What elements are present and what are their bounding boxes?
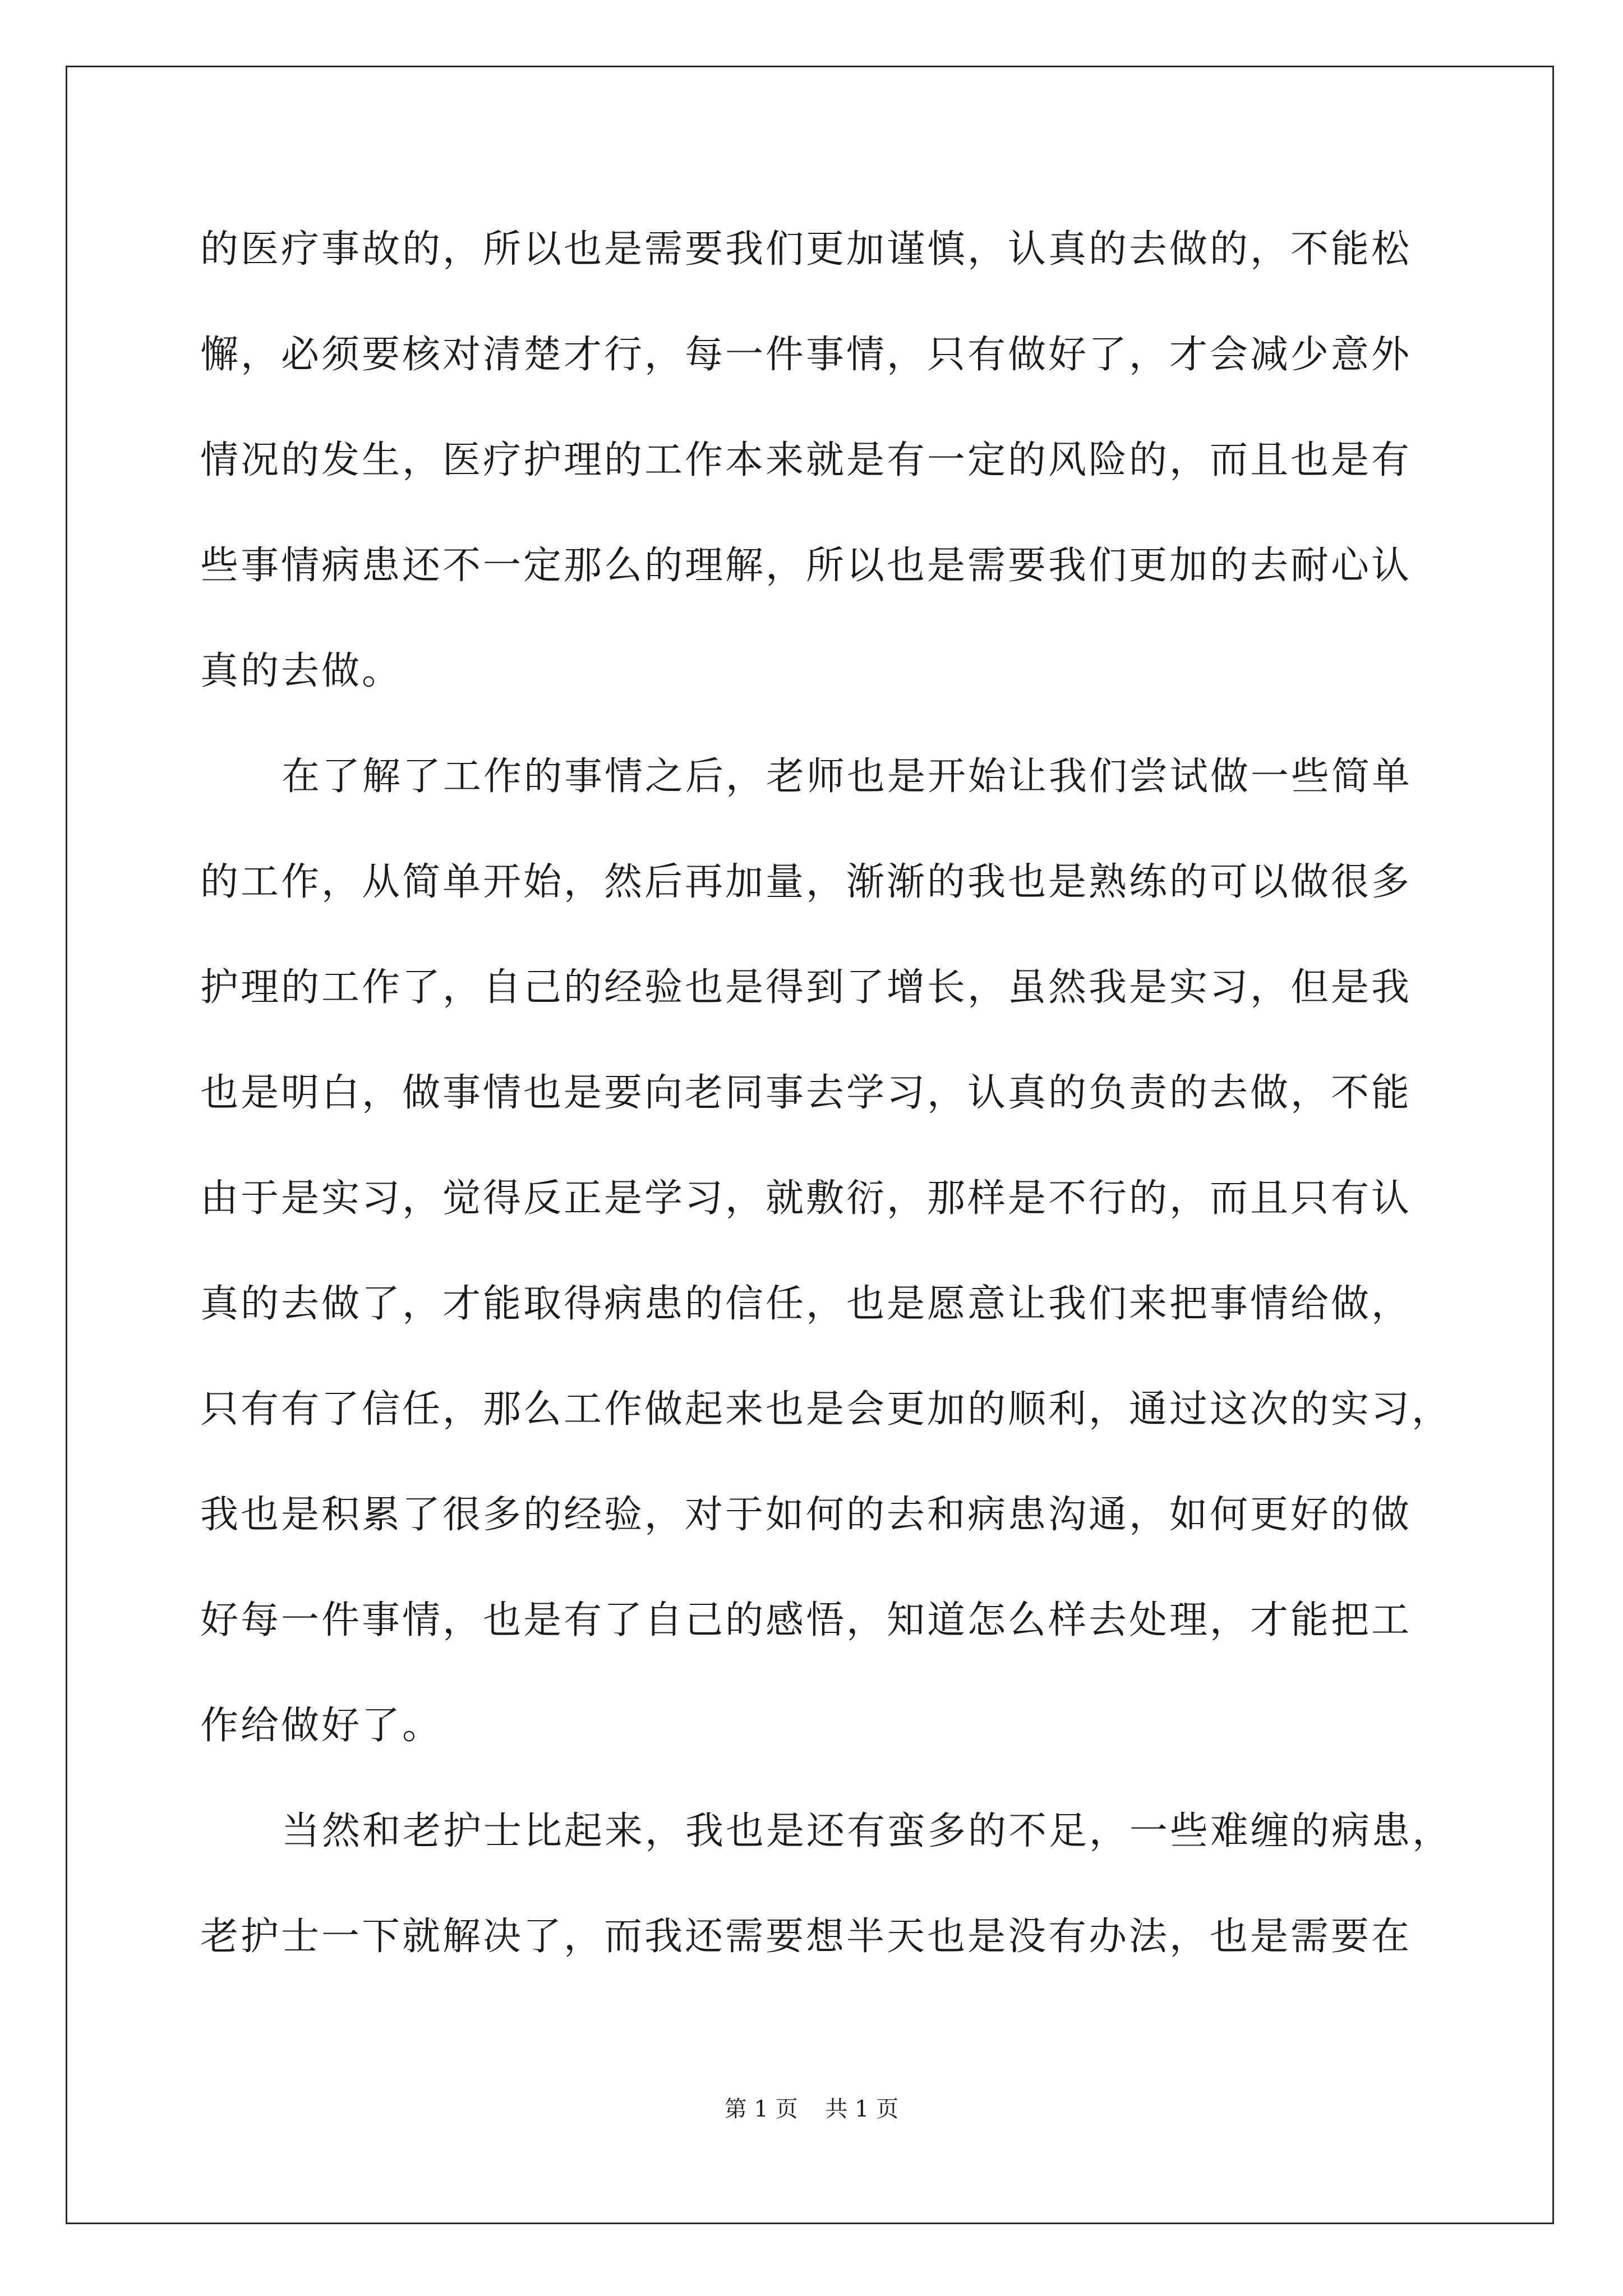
text-line: 也是明白，做事情也是要向老同事去学习，认真的负责的去做，不能 xyxy=(200,1071,1412,1115)
text-line: 情况的发生，医疗护理的工作本来就是有一定的风险的，而且也是有 xyxy=(200,438,1412,482)
text-line: 作给做好了。 xyxy=(200,1704,443,1748)
page-footer xyxy=(0,2092,1623,2126)
paragraph-first-line: 在了解了工作的事情之后，老师也是开始让我们尝试做一些简单 xyxy=(282,754,1413,799)
text-line: 真的去做。 xyxy=(200,649,403,693)
text-line: 好每一件事情，也是有了自己的感悟，知道怎么样去处理，才能把工 xyxy=(200,1598,1412,1642)
page-total: 共 1 页 xyxy=(825,2096,899,2122)
text-line: 真的去做了，才能取得病患的信任，也是愿意让我们来把事情给做， xyxy=(200,1282,1412,1326)
paragraph-first-line: 当然和老护士比起来，我也是还有蛮多的不足，一些难缠的病患， xyxy=(282,1809,1453,1853)
page-border xyxy=(66,66,1554,2224)
text-line: 护理的工作了，自己的经验也是得到了增长，虽然我是实习，但是我 xyxy=(200,965,1412,1010)
text-line: 些事情病患还不一定那么的理解，所以也是需要我们更加的去耐心认 xyxy=(200,544,1412,588)
text-line: 懈，必须要核对清楚才行，每一件事情，只有做好了，才会减少意外 xyxy=(200,333,1412,377)
text-line: 的工作，从简单开始，然后再加量，渐渐的我也是熟练的可以做很多 xyxy=(200,860,1412,904)
text-line: 的医疗事故的，所以也是需要我们更加谨慎，认真的去做的，不能松 xyxy=(200,227,1412,272)
text-line: 老护士一下就解决了，而我还需要想半天也是没有办法，也是需要在 xyxy=(200,1915,1412,1959)
text-line: 只有有了信任，那么工作做起来也是会更加的顺利，通过这次的实习， xyxy=(200,1387,1453,1432)
page-number: 第 1 页 xyxy=(724,2096,798,2122)
text-line: 我也是积累了很多的经验，对于如何的去和病患沟通，如何更好的做 xyxy=(200,1493,1412,1537)
text-line: 由于是实习，觉得反正是学习，就敷衍，那样是不行的，而且只有认 xyxy=(200,1176,1412,1221)
